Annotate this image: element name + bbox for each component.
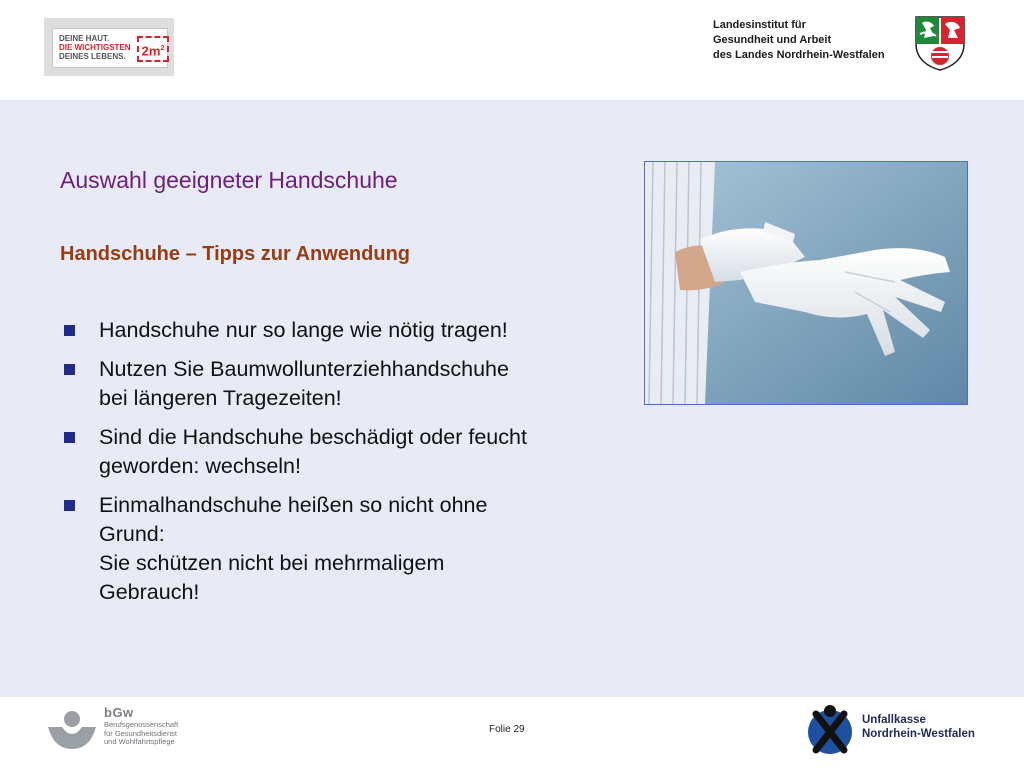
unfallkasse-logo-icon [806, 704, 854, 756]
bullet-text: Sind die Handschuhe beschädigt oder feucht geworden: wechseln! [99, 425, 527, 478]
institute-name [713, 18, 885, 63]
bullet-item [62, 491, 622, 607]
institute-line2: Gesundheit und Arbeit [713, 34, 832, 46]
slide-subtitle: Handschuhe – Tipps zur Anwendung [60, 243, 411, 265]
slide-title: Auswahl geeigneter Handschuhe [60, 167, 398, 193]
bullet-text: Einmalhandschuhe heißen so nicht ohne Grund: Sie schützen nicht bei mehrmaligem Gebrauch! [99, 493, 488, 604]
slide-footer [0, 697, 1024, 768]
gloves-photo [644, 161, 968, 405]
campaign-logo-badge-sup: 2 [160, 45, 165, 52]
bullet-list [62, 316, 622, 617]
campaign-logo-text [59, 34, 139, 61]
square-bullet-icon [64, 325, 75, 336]
slide-header [0, 0, 1024, 100]
unfallkasse-name: Unfallkasse Nordrhein-Westfalen [862, 714, 975, 740]
institute-line1: Landesinstitut für [713, 19, 806, 31]
nrw-coat-of-arms-icon [912, 14, 968, 72]
bullet-item [62, 316, 622, 345]
square-bullet-icon [64, 432, 75, 443]
square-bullet-icon [64, 364, 75, 375]
bgw-name: bGw [104, 705, 134, 720]
bgw-logo-icon [46, 709, 98, 751]
slide-content [0, 100, 1024, 698]
bullet-item [62, 423, 622, 481]
bullet-text: Handschuhe nur so lange wie nötig tragen! [99, 318, 508, 342]
campaign-logo-line1: DEINE HAUT. [59, 34, 110, 43]
campaign-logo-badge-text: 2m [141, 43, 161, 59]
bullet-item [62, 355, 622, 413]
campaign-logo [44, 18, 174, 76]
campaign-logo-card [52, 28, 168, 68]
institute-line3: des Landes Nordrhein-Westfalen [713, 49, 885, 61]
bullet-text: Nutzen Sie Baumwollunterziehhandschuhe bei längeren Tragezeiten! [99, 357, 509, 410]
campaign-logo-badge [137, 36, 169, 62]
campaign-logo-line2: DIE WICHTIGSTEN [59, 43, 131, 52]
slide-number: Folie 29 [489, 724, 525, 735]
bgw-text: Berufsgenossenschaft für Gesundheitsdienst und Wohlfahrtspflege [104, 720, 179, 746]
square-bullet-icon [64, 500, 75, 511]
campaign-logo-line3: DEINES LEBENS. [59, 52, 126, 61]
